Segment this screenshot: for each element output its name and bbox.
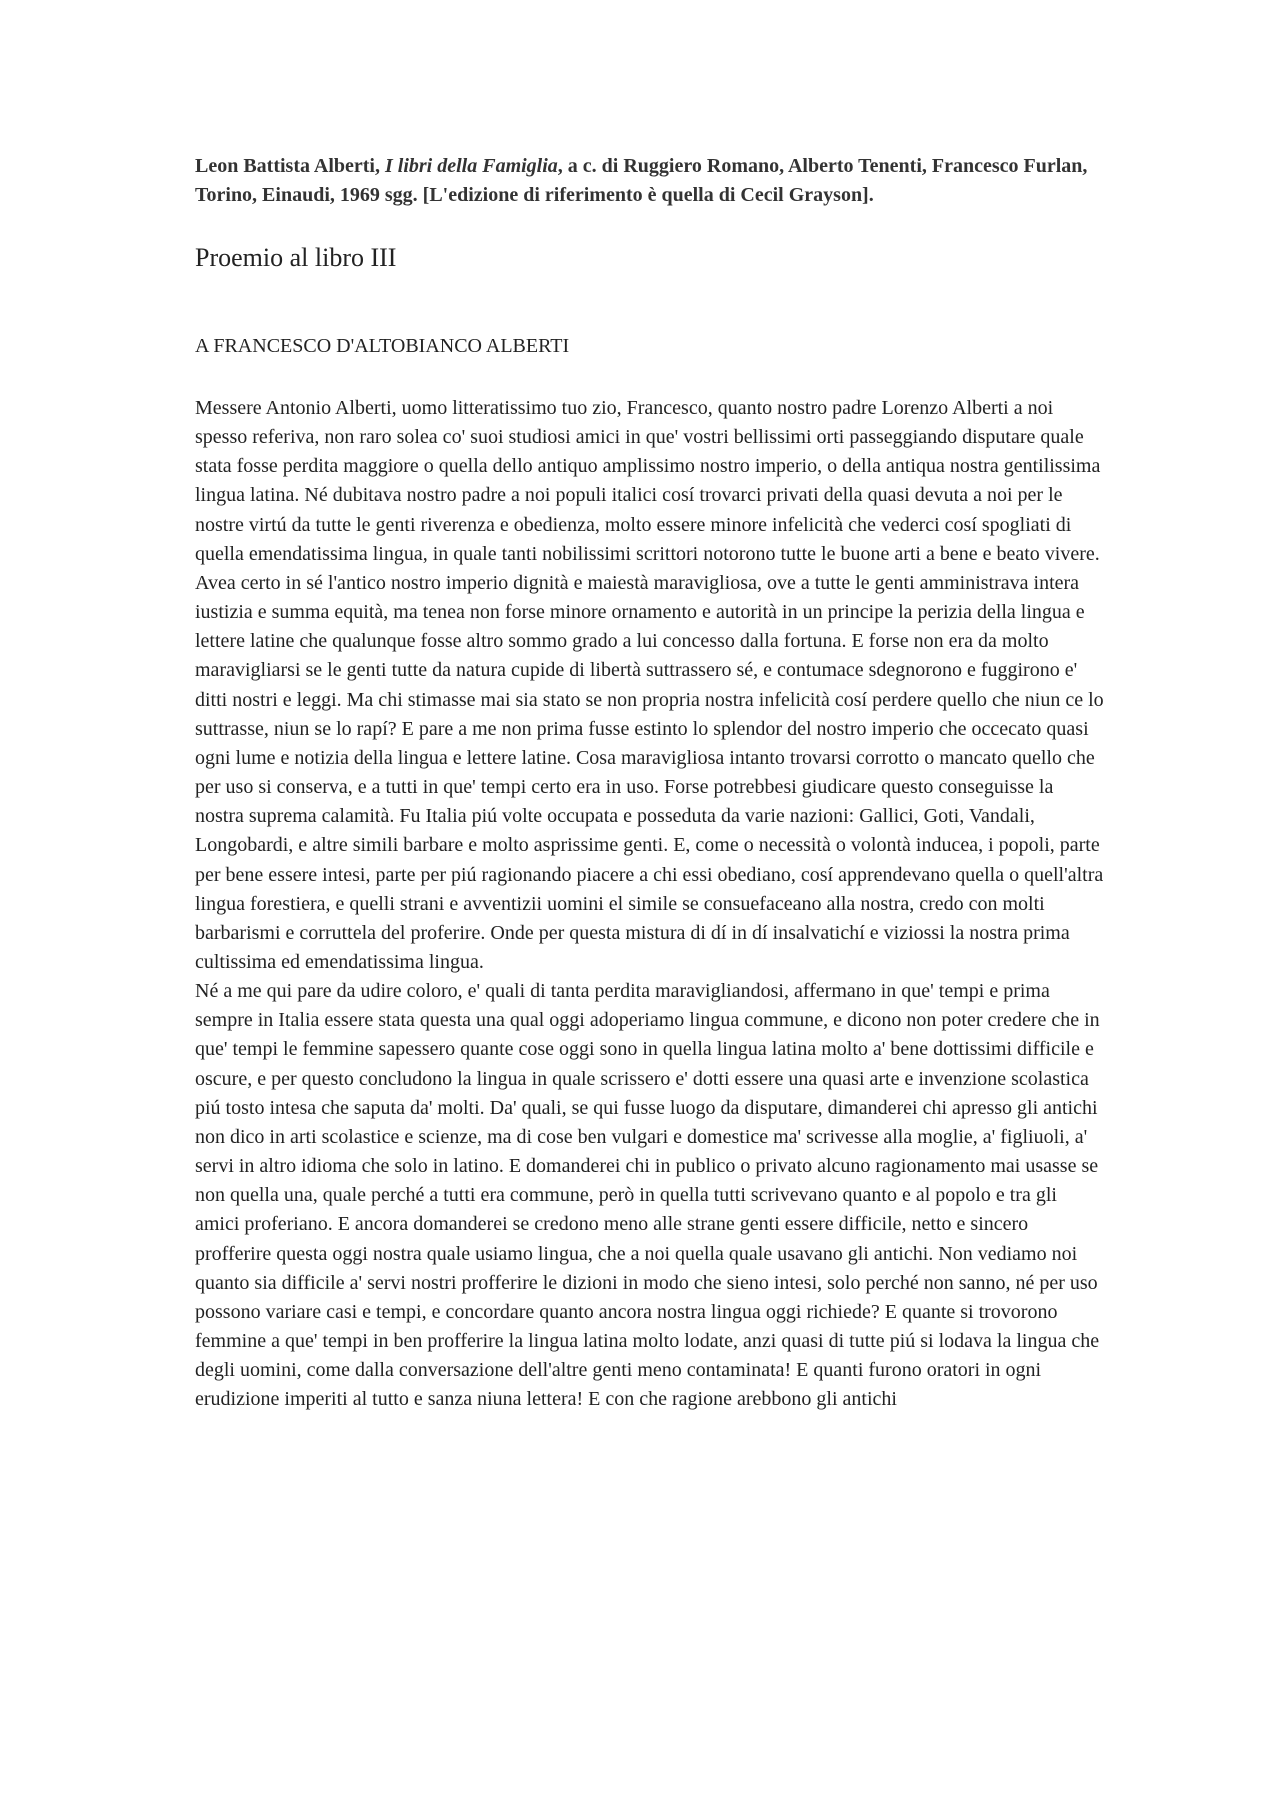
- bibliographic-citation: [195, 152, 1105, 210]
- paragraph-1: Messere Antonio Alberti, uomo litteratissimo tuo zio, Francesco, quanto nostro padre Lorenzo Alberti a noi spesso referiva, non raro solea co' suoi studiosi amici in que' vostri bellissimi orti passeggiando disputare quale stata fosse perdita maggiore o quella dello antiquo amplissimo nostro imperio, o della antiqua nostra gentilissima lingua latina. Né dubitava nostro padre a noi populi italici cosí trovarci privati della quasi devuta a noi per le nostre virtú da tutte le genti riverenza e obedienza, molto essere minore infelicità che vederci cosí spogliati di quella emendatissima lingua, in quale tanti nobilissimi scrittori notorono tutte le buone arti a bene e beato vivere. Avea certo in sé l'antico nostro imperio dignità e maiestà maravigliosa, ove a tutte le genti amministrava intera iustizia e summa equità, ma tenea non forse minore ornamento e autorità in un principe la perizia della lingua e lettere latine che qualunque fosse altro sommo grado a lui concesso dalla fortuna. E forse non era da molto maravigliarsi se le genti tutte da natura cupide di libertà suttrassero sé, e contumace sdegnorono e fuggirono e' ditti nostri e leggi. Ma chi stimasse mai sia stato se non propria nostra infelicità cosí perdere quello che niun ce lo suttrasse, niun se lo rapí? E pare a me non prima fusse estinto lo splendor del nostro imperio che occecato quasi ogni lume e notizia della lingua e lettere latine. Cosa maravigliosa intanto trovarsi corrotto o mancato quello che per uso si conserva, e a tutti in que' tempi certo era in uso. Forse potrebbesi giudicare questo conseguisse la nostra suprema calamità. Fu Italia piú volte occupata e posseduta da varie nazioni: Gallici, Goti, Vandali, Longobardi, e altre simili barbare e molto asprissime genti. E, come o necessità o volontà inducea, i popoli, parte per bene essere intesi, parte per piú ragionando piacere a chi essi obediano, cosí apprendevano quella o quell'altra lingua forestiera, e quelli strani e avventizii uomini el simile se consuefaceano alla nostra, credo con molti barbarismi e corruttela del proferire. Onde per questa mistura di dí in dí insalvatichí e viziossi la nostra prima cultissima ed emendatissima lingua.: [195, 397, 1104, 973]
- document-content: [195, 152, 1105, 1414]
- citation-details: , a c. di Ruggiero Romano, Alberto Tenenti, Francesco Furlan, Torino, Einaudi, 1969 sgg. [L'edizione di riferimento è quella di Cecil Grayson].: [195, 155, 1088, 206]
- section-title: Proemio al libro III: [195, 243, 397, 272]
- body-text: [195, 394, 1105, 1414]
- dedication-heading: A FRANCESCO D'ALTOBIANCO ALBERTI: [195, 335, 570, 357]
- citation-book-title: I libri della Famiglia: [385, 155, 558, 177]
- paragraph-2: Né a me qui pare da udire coloro, e' quali di tanta perdita maravigliandosi, affermano in que' tempi e prima sempre in Italia essere stata questa una qual oggi adoperiamo lingua commune, e dicono non poter credere che in que' tempi le femmine sapessero quante cose oggi sono in quella lingua latina molto a' bene dottissimi difficile e oscure, e per questo concludono la lingua in quale scrissero e' dotti essere una quasi arte e invenzione scolastica piú tosto intesa che saputa da' molti. Da' quali, se qui fusse luogo da disputare, dimanderei chi apresso gli antichi non dico in arti scolastice e scienze, ma di cose ben vulgari e domestice ma' scrivesse alla moglie, a' figliuoli, a' servi in altro idioma che solo in latino. E domanderei chi in publico o privato alcuno ragionamento mai usasse se non quella una, quale perché a tutti era commune, però in quella tutti scrivevano quanto e al popolo e tra gli amici proferiano. E ancora domanderei se credono meno alle strane genti essere difficile, netto e sincero profferire questa oggi nostra quale usiamo lingua, che a noi quella quale usavano gli antichi. Non vediamo noi quanto sia difficile a' servi nostri profferire le dizioni in modo che sieno intesi, solo perché non sanno, né per uso possono variare casi e tempi, e concordare quanto ancora nostra lingua oggi richiede? E quante si trovorono femmine a que' tempi in ben profferire la lingua latina molto lodate, anzi quasi di tutte piú si lodava la lingua che degli uomini, come dalla conversazione dell'altre genti meno contaminata! E quanti furono oratori in ogni erudizione imperiti al tutto e sanza niuna lettera! E con che ragione arebbono gli antichi: [195, 980, 1100, 1411]
- citation-author: Leon Battista Alberti,: [195, 155, 385, 177]
